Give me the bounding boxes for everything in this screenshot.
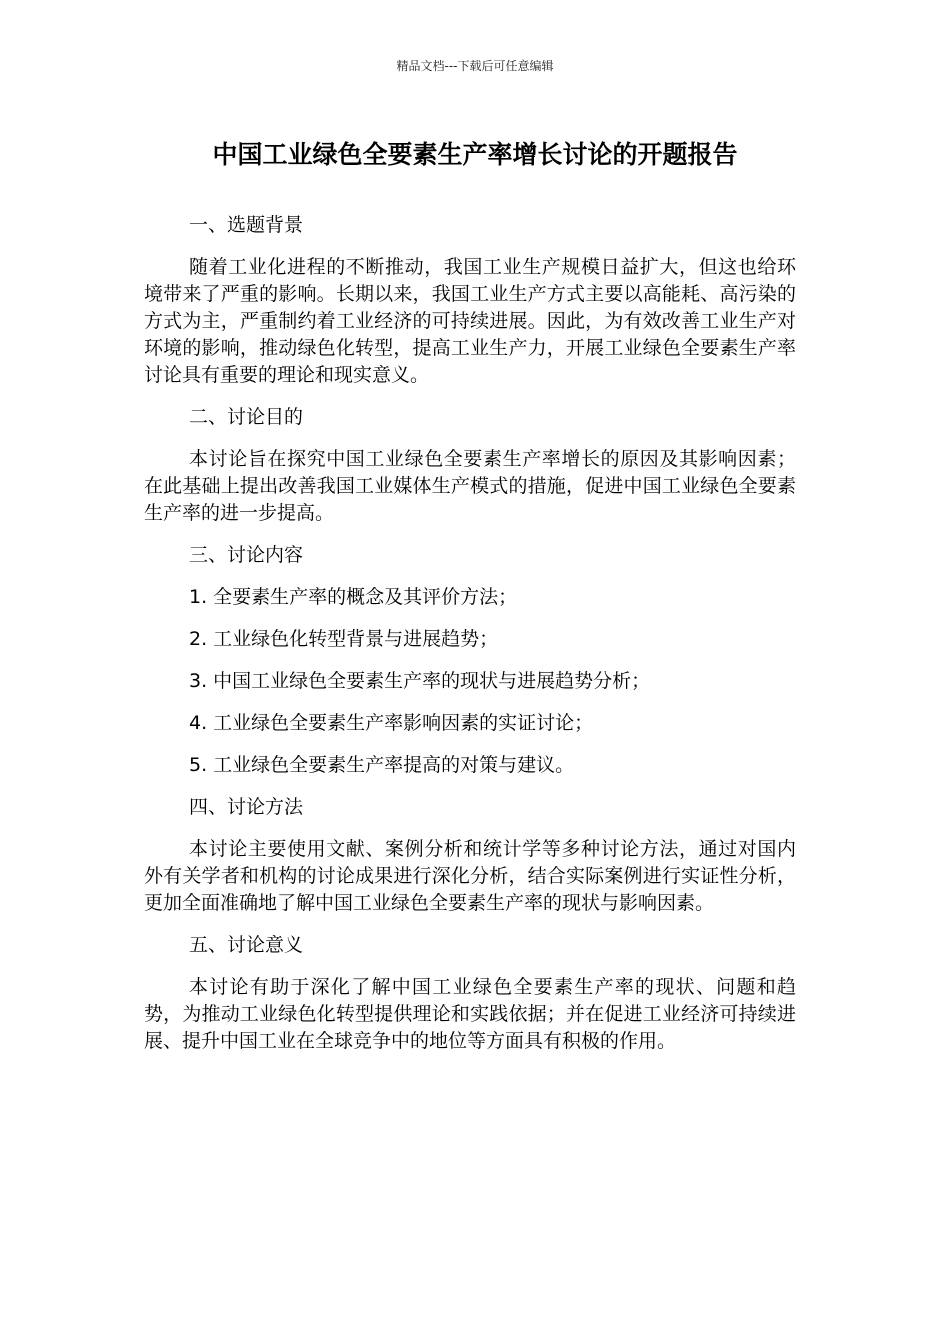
section-text-significance: 本讨论有助于深化了解中国工业绿色全要素生产率的现状、问题和趋势，为推动工业绿色化转型提供理论和实践依据；并在促进工业经济可持续进展、提升中国工业在全球竞争中的地位等方面具有积极的作用。: [144, 976, 796, 1052]
section-heading-background: 一、选题背景: [189, 214, 304, 236]
section-heading-method: 四、讨论方法: [189, 796, 304, 818]
list-item: 2. 工业绿色化转型背景与进展趋势；: [189, 628, 499, 650]
document-body: [144, 212, 796, 1070]
list-item: 1. 全要素生产率的概念及其评价方法；: [189, 586, 518, 608]
section-text-method: 本讨论主要使用文献、案例分析和统计学等多种讨论方法，通过对国内外有关学者和机构的讨论成果进行深化分析，结合实际案例进行实证性分析，更加全面准确地了解中国工业绿色全要素生产率的现状与影响因素。: [144, 838, 796, 914]
section-heading-content: 三、讨论内容: [189, 544, 304, 566]
section-text-background: 随着工业化进程的不断推动，我国工业生产规模日益扩大，但这也给环境带来了严重的影响。长期以来，我国工业生产方式主要以高能耗、高污染的方式为主，严重制约着工业经济的可持续进展。因此，为有效改善工业生产对环境的影响，推动绿色化转型，提高工业生产力，开展工业绿色全要素生产率讨论具有重要的理论和现实意义。: [144, 256, 796, 386]
section-heading-significance: 五、讨论意义: [189, 934, 304, 956]
list-item: 3. 中国工业绿色全要素生产率的现状与进展趋势分析；: [189, 670, 651, 692]
list-item: 4. 工业绿色全要素生产率影响因素的实证讨论；: [189, 712, 594, 734]
section-text-purpose: 本讨论旨在探究中国工业绿色全要素生产率增长的原因及其影响因素；在此基础上提出改善我国工业媒体生产模式的措施，促进中国工业绿色全要素生产率的进一步提高。: [144, 448, 796, 524]
document-title: 中国工业绿色全要素生产率增长讨论的开题报告: [212, 140, 738, 169]
header-note: 精品文档---下载后可任意编辑: [396, 59, 554, 73]
list-item: 5. 工业绿色全要素生产率提高的对策与建议。: [189, 754, 575, 776]
section-heading-purpose: 二、讨论目的: [189, 406, 304, 428]
